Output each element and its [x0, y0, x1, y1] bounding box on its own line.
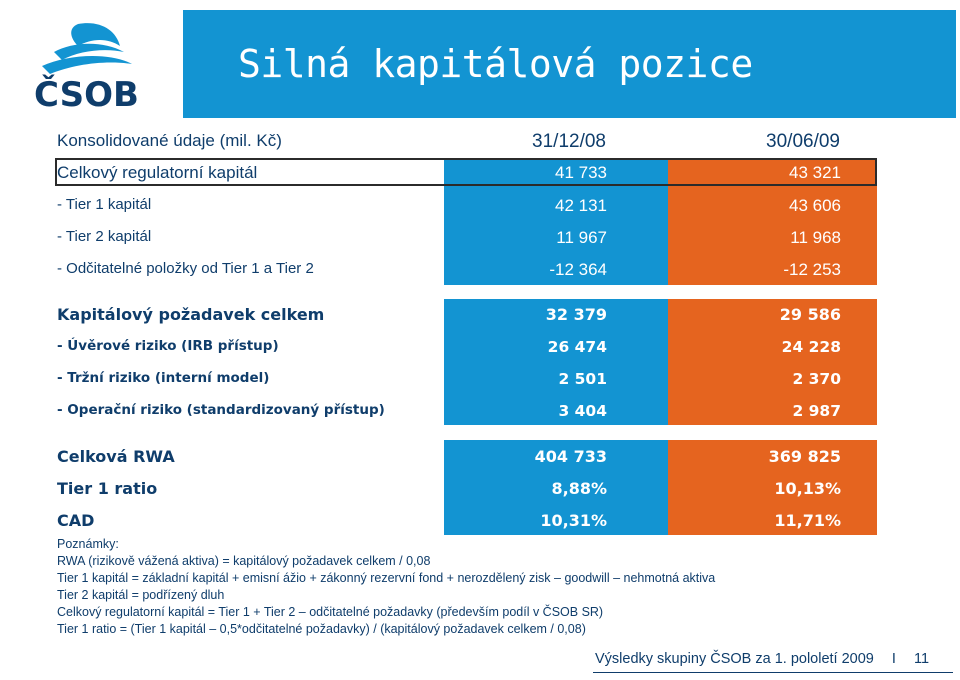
row-value-col2: -12 253	[783, 260, 841, 279]
row-value-col2: 11,71%	[774, 511, 841, 530]
footer	[595, 651, 929, 667]
table-row	[57, 402, 881, 430]
row-value-col1: 2 501	[558, 370, 607, 388]
row-value-col1: -12 364	[549, 260, 607, 279]
row-value-col2: 11 968	[790, 228, 841, 247]
row-value-col2: 369 825	[768, 447, 841, 466]
table-row	[57, 370, 881, 398]
notes	[57, 536, 715, 638]
row-value-col1: 42 131	[555, 196, 607, 215]
csob-logo	[20, 16, 170, 111]
footer-divider	[593, 672, 953, 673]
note-line: RWA (rizikově vážená aktiva) = kapitálový požadavek celkem / 0,08	[57, 554, 431, 568]
row-value-col2: 29 586	[779, 305, 841, 324]
note-line: Celkový regulatorní kapitál = Tier 1 + Tier 2 – odčitatelné požadavky (především podíl v ČSOB SR)	[57, 605, 604, 619]
note-line: Tier 1 ratio = (Tier 1 kapitál – 0,5*odčitatelné požadavky) / (kapitálový požadavek celkem / 0,08)	[57, 622, 586, 636]
table-row	[57, 228, 881, 256]
row-value-col2: 10,13%	[774, 479, 841, 498]
table-row	[57, 511, 881, 539]
row-label: - Odčitatelné položky od Tier 1 a Tier 2	[57, 260, 314, 277]
table-header-col1: 31/12/08	[532, 131, 606, 152]
row-value-col2: 2 370	[792, 370, 841, 388]
row-value-col1: 41 733	[555, 163, 607, 182]
row-value-col2: 43 321	[789, 163, 841, 182]
table-row	[57, 447, 881, 475]
row-value-col1: 11 967	[556, 228, 607, 247]
row-value-col1: 404 733	[534, 447, 607, 466]
page-title: Silná kapitálová pozice	[238, 42, 753, 86]
note-line: Tier 1 kapitál = základní kapitál + emisní ážio + zákonný rezervní fond + nerozdělený zisk – goodwill – nehmotná aktiva	[57, 571, 716, 585]
notes-heading: Poznámky:	[57, 537, 119, 551]
row-label: Kapitálový požadavek celkem	[57, 305, 325, 324]
table-row	[57, 196, 881, 224]
row-label: - Tržní riziko (interní model)	[57, 370, 270, 386]
logo-wordmark: ČSOB	[34, 75, 139, 111]
table-header-col2: 30/06/09	[766, 131, 840, 152]
row-label: - Úvěrové riziko (IRB přístup)	[57, 338, 279, 354]
footer-text: Výsledky skupiny ČSOB za 1. pololetí 2009	[595, 651, 874, 667]
table-row	[57, 163, 881, 191]
row-label: Tier 1 ratio	[57, 479, 158, 498]
row-label: CAD	[57, 511, 95, 530]
footer-separator: I	[891, 651, 896, 667]
page-number: 11	[913, 651, 930, 667]
logo-wave-icon	[71, 23, 120, 46]
row-value-col1: 26 474	[547, 338, 607, 356]
row-value-col1: 8,88%	[551, 479, 607, 498]
row-label: - Tier 2 kapitál	[57, 228, 152, 245]
table-row	[57, 479, 881, 507]
row-label: Celkový regulatorní kapitál	[57, 163, 258, 182]
row-value-col2: 43 606	[789, 196, 841, 215]
table-row	[57, 260, 881, 288]
row-value-col1: 32 379	[545, 305, 607, 324]
row-label: Celková RWA	[57, 447, 175, 466]
row-value-col2: 24 228	[781, 338, 841, 356]
table-row	[57, 305, 881, 333]
row-label: - Tier 1 kapitál	[57, 196, 152, 213]
row-value-col2: 2 987	[792, 402, 841, 420]
table-row	[57, 338, 881, 366]
row-value-col1: 10,31%	[540, 511, 607, 530]
note-line: Tier 2 kapitál = podřízený dluh	[57, 588, 225, 602]
row-label: - Operační riziko (standardizovaný přístup)	[57, 402, 385, 418]
row-value-col1: 3 404	[558, 402, 607, 420]
table-header-label: Konsolidované údaje (mil. Kč)	[57, 131, 282, 150]
